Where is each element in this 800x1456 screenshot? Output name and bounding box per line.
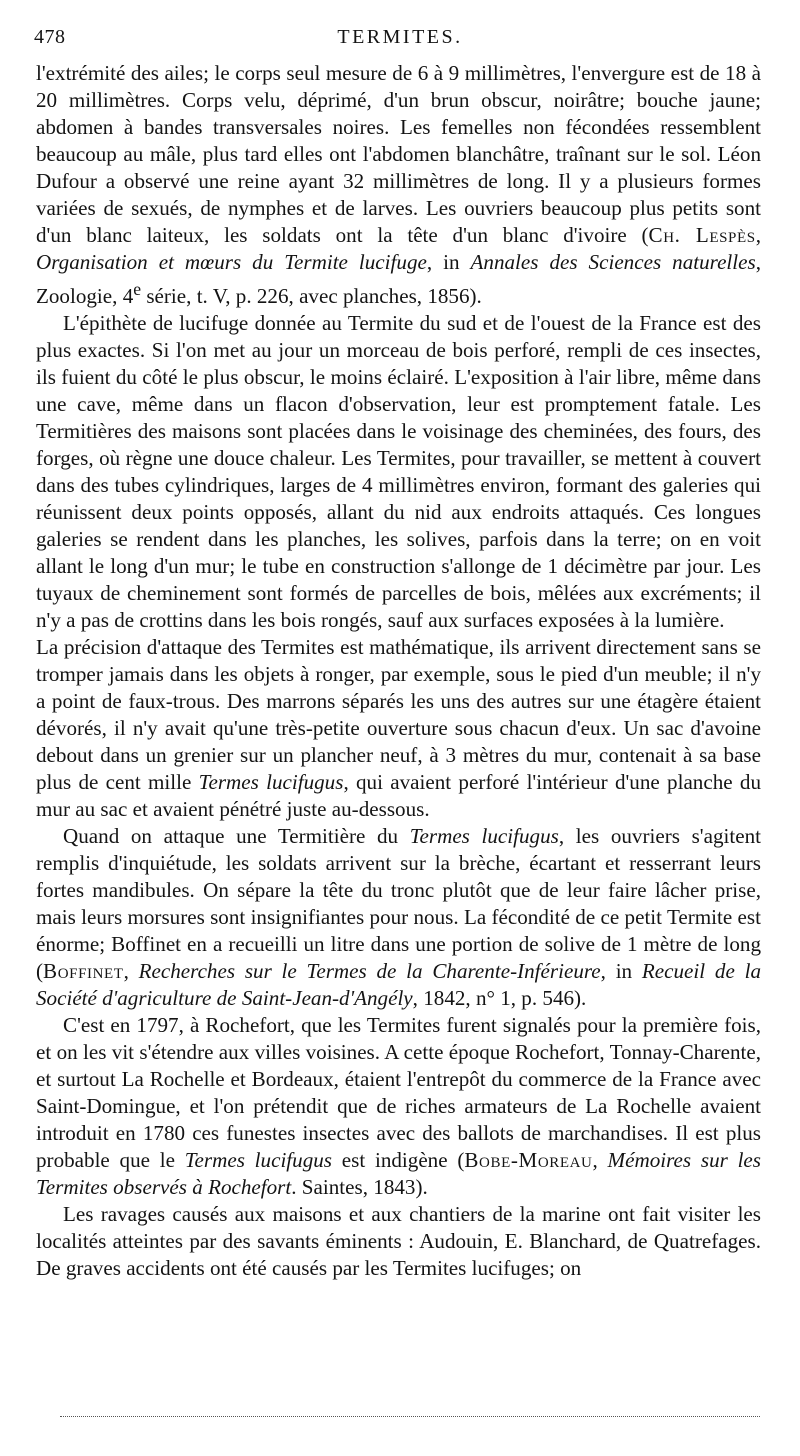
superscript: e: [133, 279, 142, 299]
paragraph-6: [36, 1201, 761, 1282]
text: , qui avaient perforé l'intérieur d'une planche du mur au sac et avaient pénétré juste au-dessous.: [36, 770, 761, 822]
journal-title: Annales des Sciences naturelles: [470, 250, 756, 274]
work-title: Recherches sur le Termes de la Charente-Inférieure: [138, 959, 601, 984]
author-citation: Boffinet: [43, 959, 124, 984]
species-name: Termes lucifugus: [184, 1148, 333, 1173]
text: , Zoologie, 4: [36, 250, 762, 309]
text: Les ravages causés aux maisons et aux chantiers de la marine ont fait visiter les localités atteintes par des savants éminents : Audouin, E. Blanchard, de Quatrefages. De graves accidents ont été causés par les Termites lucifuges; on: [36, 1202, 761, 1281]
text: ,: [755, 223, 761, 247]
journal-title: Recueil de la Société d'agriculture de Saint-Jean-d'Angély: [36, 959, 761, 1011]
text: Quand on attaque une Termitière du: [63, 824, 410, 849]
text: . Saintes, 1843).: [291, 1175, 428, 1200]
body-text: [36, 60, 761, 1282]
species-name: Termes lucifugus: [198, 770, 344, 795]
text: , in: [426, 250, 471, 274]
text: ,: [592, 1148, 608, 1173]
footer-rule: [60, 1416, 760, 1417]
paragraph-4: [36, 823, 761, 1012]
text: , in: [600, 959, 642, 984]
species-name: Termes lucifugus: [409, 824, 559, 849]
text: , 1842, n° 1, p. 546).: [412, 986, 587, 1011]
author-citation: Ch. Lespès: [648, 223, 756, 247]
text: La précision d'attaque des Termites est mathématique, ils arrivent directement sans se tromper jamais dans les objets à ronger, par exemple, sous le pied d'un meuble; il n'y a point de faux-trous. Des marrons séparés les uns des autres sur une étagère étaient dévorés, il n'y avait qu'une très-petite ouverture sous chacun d'eux. Un sac d'avoine debout dans un grenier sur un plancher neuf, à 3 mètres du mur, contenait à sa base plus de cent mille: [36, 635, 761, 795]
work-title: Organisation et mœurs du Termite lucifuge: [36, 250, 427, 274]
paragraph-1: [36, 60, 761, 310]
author-citation: Bobe-Moreau: [464, 1148, 593, 1173]
paragraph-2: [36, 310, 761, 634]
text: est indigène (: [332, 1148, 465, 1173]
text: série, t. V, p. 226, avec planches, 1856).: [141, 284, 482, 309]
text: C'est en 1797, à Rochefort, que les Termites furent signalés pour la première fois, et on les vit s'étendre aux villes voisines. A cette époque Rochefort, Tonnay-Charente, et surtout La Rochelle et Bordeaux, étaient l'entrepôt du commerce de la France avec Saint-Domingue, et l'on prétendit que de riches armateurs de La Rochelle avaient introduit en 1780 ces funestes insectes avec des ballots de marchandises. Il est plus probable que le: [36, 1013, 761, 1173]
text: , les ouvriers s'agitent remplis d'inquiétude, les soldats arrivent sur la brèche, écartant et resserrant leurs fortes mandibules. On sépare la tête du tronc plutôt que de leur faire lâcher prise, mais leurs morsures sont insignifiantes pour nous. La fécondité de ce petit Termite est énorme; Boffinet en a recueilli un litre dans une portion de solive de 1 mètre de long (: [36, 824, 761, 984]
text: L'épithète de lucifuge donnée au Termite du sud et de l'ouest de la France est des plus exactes. Si l'on met au jour un morceau de bois perforé, rempli de ces insectes, ils fuient du côté le plus obscur, le moins éclairé. L'exposition à l'air libre, même dans une cave, même dans un flacon d'observation, leur est promptement fatale. Les Termitières des maisons sont placées dans le voisinage des cheminées, des fours, des forges, où règne une douce chaleur. Les Termites, pour travailler, se mettent à couvert dans des tubes cylindriques, larges de 4 millimètres environ, formant des galeries qui réunissent deux points opposés, allant du nid aux endroits attaqués. Ces longues galeries se rendent dans les planches, les solives, parfois dans la terre; on en voit allant le long d'un mur; le tube en construction s'allonge de 1 décimètre par jour. Les tuyaux de cheminement sont formés de parcelles de bois, mêlées aux excréments; il n'y a pas de crottins dans les bois rongés, sauf aux surfaces exposées à la lumière.: [36, 311, 761, 633]
text: l'extrémité des ailes; le corps seul mesure de 6 à 9 millimètres, l'envergure est de 18 à 20 millimètres. Corps velu, déprimé, d'un brun obscur, noirâtre; bouche jaune; abdomen à bandes transversales noires. Les femelles non fécondées ressemblent beaucoup au mâle, plus tard elles ont l'abdomen blanchâtre, traînant sur le sol. Léon Dufour a observé une reine ayant 32 millimètres de long. Il y a plusieurs formes variées de sexués, de nymphes et de larves. Les ouvriers beaucoup plus petits sont d'un blanc laiteux, les soldats ont la tête d'un blanc d'ivoire (: [36, 61, 761, 247]
running-title: TERMITES.: [337, 26, 463, 48]
page-header: [34, 6, 766, 46]
work-title: Mémoires sur les Termites observés à Rochefort: [36, 1148, 762, 1200]
text: ,: [123, 959, 139, 984]
page-number: 478: [34, 26, 66, 48]
paragraph-3: [36, 634, 761, 823]
paragraph-5: [36, 1012, 761, 1201]
